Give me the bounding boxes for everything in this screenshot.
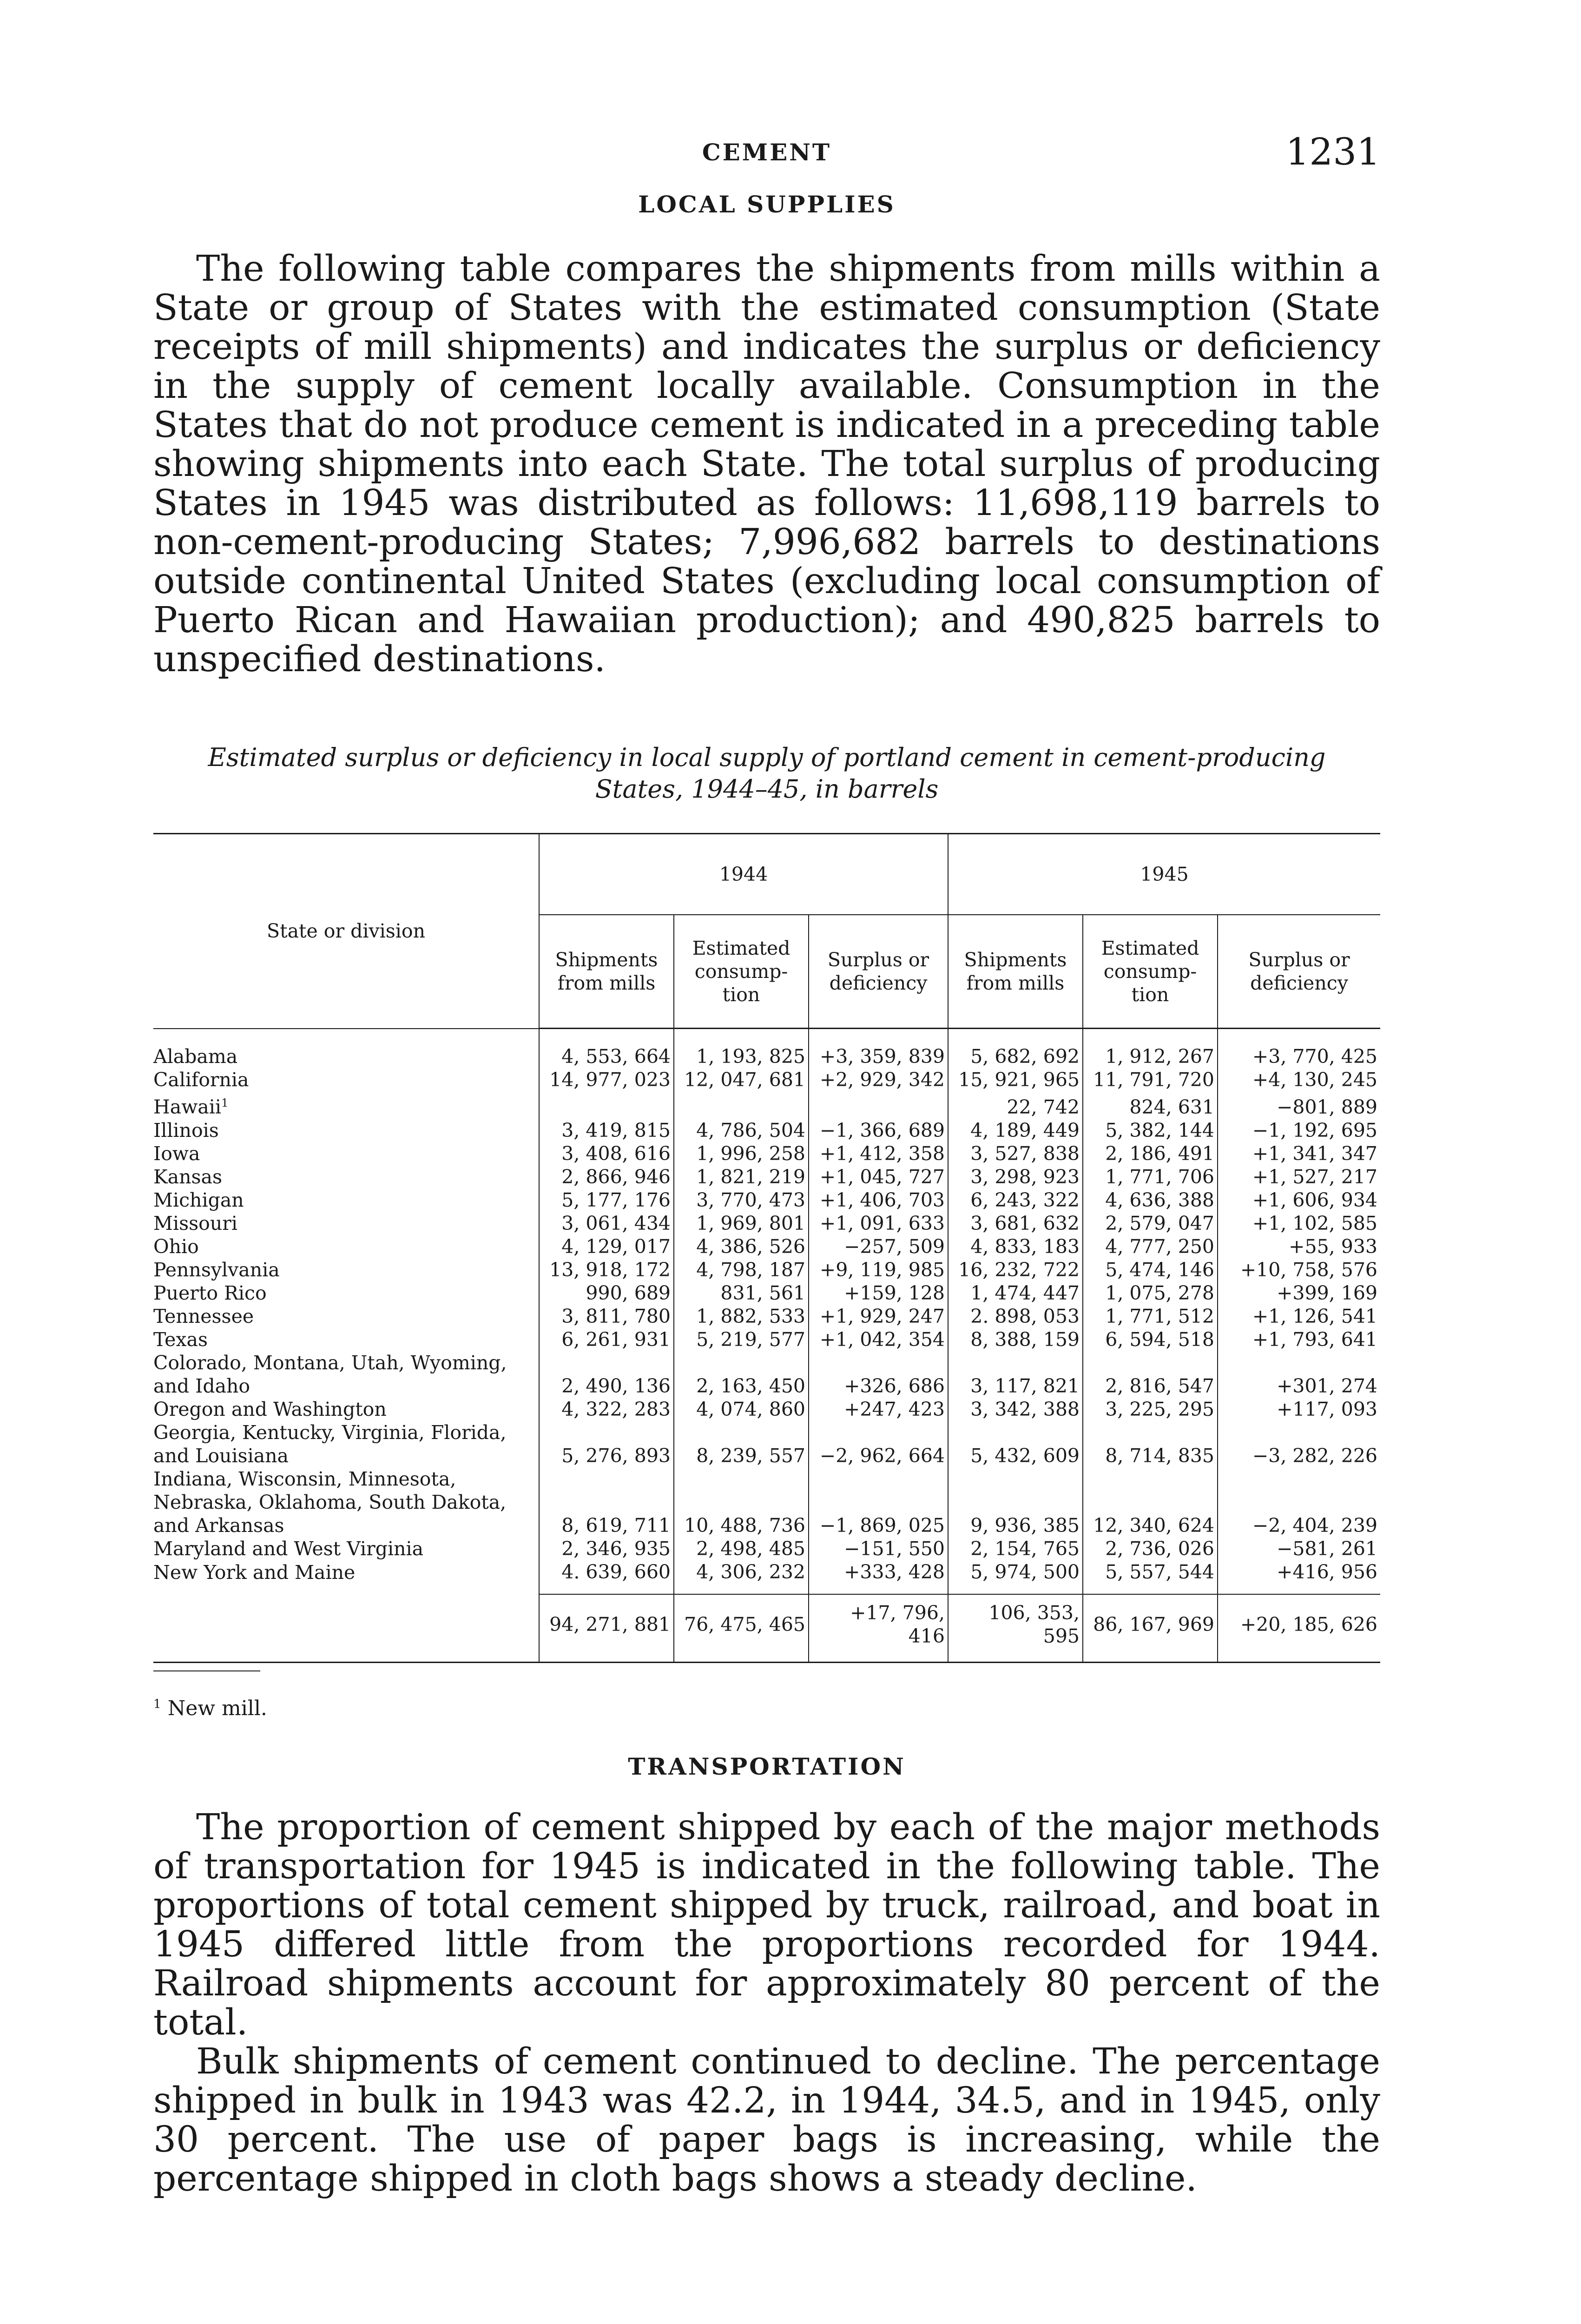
shipments-1945-cell: 3, 117, 821 bbox=[948, 1351, 1083, 1398]
shipments-1944-cell: 3, 811, 780 bbox=[539, 1305, 674, 1328]
consumption-1945-cell: 2, 186, 491 bbox=[1083, 1142, 1218, 1165]
state-name-cell bbox=[153, 1258, 539, 1281]
state-name: New York and Maine bbox=[153, 1561, 356, 1584]
shipments-1945-cell: 4, 833, 183 bbox=[948, 1235, 1083, 1258]
local-supplies-paragraph: The following table compares the shipments from mills within a State or group of States with the estimated consumption (State receipts of mill shipments) and indicates the surplus or deficiency in the supply of cement locally available. Consumption in the States that do not produce cement is indicated in a preceding table showing shipments into each State. The total surplus of producing States in 1945 was distributed as follows: 11,698,119 barrels to non-cement-producing States; 7,996,682 barrels to destinations outside continental United States (excluding local consumption of Puerto Rican and Hawaiian production); and 490,825 barrels to unspecified destinations. bbox=[153, 248, 1380, 680]
state-name: Illinois bbox=[153, 1119, 219, 1142]
shipments-1945-cell: 1, 474, 447 bbox=[948, 1281, 1083, 1305]
shipments-1945-cell: 4, 189, 449 bbox=[948, 1119, 1083, 1142]
table-row bbox=[153, 1142, 1380, 1165]
consumption-1945-cell: 5, 474, 146 bbox=[1083, 1258, 1218, 1281]
shipments-1944-cell: 2, 346, 935 bbox=[539, 1537, 674, 1560]
shipments-1945-cell: 2, 154, 765 bbox=[948, 1537, 1083, 1560]
consumption-1945-cell: 11, 791, 720 bbox=[1083, 1068, 1218, 1091]
state-name-cell bbox=[153, 1421, 539, 1467]
surplus-1945-cell: +117, 093 bbox=[1218, 1398, 1380, 1421]
table-row bbox=[153, 1305, 1380, 1328]
shipments-1944-cell: 3, 419, 815 bbox=[539, 1119, 674, 1142]
shipments-1945-cell: 5, 432, 609 bbox=[948, 1421, 1083, 1467]
state-name: Hawaii bbox=[153, 1096, 221, 1118]
total-consumption-1945: 86, 167, 969 bbox=[1083, 1594, 1218, 1663]
shipments-1944-cell: 13, 918, 172 bbox=[539, 1258, 674, 1281]
shipments-1944-cell: 8, 619, 711 bbox=[539, 1467, 674, 1537]
surplus-1945-cell: +1, 606, 934 bbox=[1218, 1188, 1380, 1212]
surplus-1945-cell: +3, 770, 425 bbox=[1218, 1029, 1380, 1069]
shipments-1945-cell: 3, 681, 632 bbox=[948, 1212, 1083, 1235]
surplus-1944-cell: +159, 128 bbox=[809, 1281, 948, 1305]
consumption-1944-cell: 831, 561 bbox=[674, 1281, 809, 1305]
consumption-1944-cell: 1, 969, 801 bbox=[674, 1212, 809, 1235]
shipments-1944-cell: 2, 866, 946 bbox=[539, 1165, 674, 1188]
year-1944-header: 1944 bbox=[539, 834, 948, 915]
surplus-1944-cell: +3, 359, 839 bbox=[809, 1029, 948, 1069]
table-body bbox=[153, 1029, 1380, 1594]
table-row bbox=[153, 1258, 1380, 1281]
state-name-cell bbox=[153, 1029, 539, 1069]
surplus-1944-cell: +1, 042, 354 bbox=[809, 1328, 948, 1351]
running-head bbox=[153, 130, 1380, 181]
table-row bbox=[153, 1235, 1380, 1258]
surplus-1944-cell: −151, 550 bbox=[809, 1537, 948, 1560]
surplus-1945-cell: −801, 889 bbox=[1218, 1091, 1380, 1119]
state-name-cell bbox=[153, 1165, 539, 1188]
state-column-header: State or division bbox=[153, 834, 539, 1029]
state-name: Alabama bbox=[153, 1045, 238, 1068]
state-name-cell bbox=[153, 1068, 539, 1091]
shipments-1945-cell: 8, 388, 159 bbox=[948, 1328, 1083, 1351]
consumption-1945-cell: 2, 816, 547 bbox=[1083, 1351, 1218, 1398]
table-row bbox=[153, 1467, 1380, 1537]
consumption-1944-cell bbox=[674, 1091, 809, 1119]
table-row bbox=[153, 1398, 1380, 1421]
surplus-1945-cell: +55, 933 bbox=[1218, 1235, 1380, 1258]
section-name: CEMENT bbox=[702, 139, 832, 166]
consumption-1945-cell: 5, 382, 144 bbox=[1083, 1119, 1218, 1142]
state-name: Colorado, Montana, Utah, Wyoming, and Idaho bbox=[153, 1351, 507, 1397]
state-name: California bbox=[153, 1069, 249, 1091]
footnote-marker: 1 bbox=[153, 1697, 161, 1711]
consumption-1945-cell: 6, 594, 518 bbox=[1083, 1328, 1218, 1351]
table-row bbox=[153, 1537, 1380, 1560]
year-1945-header: 1945 bbox=[948, 834, 1380, 915]
table-row bbox=[153, 1029, 1380, 1069]
consumption-1944-cell: 4, 786, 504 bbox=[674, 1119, 809, 1142]
total-consumption-1944: 76, 475, 465 bbox=[674, 1594, 809, 1663]
shipments-1945-cell: 3, 342, 388 bbox=[948, 1398, 1083, 1421]
table-row bbox=[153, 1188, 1380, 1212]
shipments-1944-cell: 3, 061, 434 bbox=[539, 1212, 674, 1235]
surplus-1945-cell: +1, 102, 585 bbox=[1218, 1212, 1380, 1235]
shipments-1945-cell: 3, 298, 923 bbox=[948, 1165, 1083, 1188]
surplus-1945-cell: +1, 126, 541 bbox=[1218, 1305, 1380, 1328]
consumption-1944-cell: 8, 239, 557 bbox=[674, 1421, 809, 1467]
consumption-1945-header: Estimated consump-tion bbox=[1083, 915, 1218, 1029]
total-shipments-1944: 94, 271, 881 bbox=[539, 1594, 674, 1663]
shipments-1944-cell: 6, 261, 931 bbox=[539, 1328, 674, 1351]
surplus-1944-cell: +247, 423 bbox=[809, 1398, 948, 1421]
consumption-1945-cell: 1, 771, 512 bbox=[1083, 1305, 1218, 1328]
consumption-1944-cell: 10, 488, 736 bbox=[674, 1467, 809, 1537]
state-name: Pennsylvania bbox=[153, 1258, 280, 1281]
consumption-1944-cell: 1, 882, 533 bbox=[674, 1305, 809, 1328]
surplus-1945-cell: −3, 282, 226 bbox=[1218, 1421, 1380, 1467]
footnote bbox=[153, 1697, 1380, 1720]
state-name: Ohio bbox=[153, 1235, 199, 1258]
surplus-1944-cell: +333, 428 bbox=[809, 1560, 948, 1594]
shipments-1945-cell: 9, 936, 385 bbox=[948, 1467, 1083, 1537]
transportation-paragraph-2: Bulk shipments of cement continued to decline. The percentage shipped in bulk in 1943 was 42.2, in 1944, 34.5, and in 1945, only 30 percent. The use of paper bags is increasing, while the percentage shipped in cloth bags shows a steady decline. bbox=[153, 2040, 1380, 2199]
table-row bbox=[153, 1351, 1380, 1398]
table-row bbox=[153, 1212, 1380, 1235]
state-name: Puerto Rico bbox=[153, 1281, 267, 1304]
table-row bbox=[153, 1560, 1380, 1594]
consumption-1944-cell: 4, 306, 232 bbox=[674, 1560, 809, 1594]
transportation-heading: TRANSPORTATION bbox=[628, 1752, 906, 1780]
state-name-cell bbox=[153, 1467, 539, 1537]
local-supplies-heading: LOCAL SUPPLIES bbox=[638, 191, 896, 218]
total-surplus-1945: +20, 185, 626 bbox=[1218, 1594, 1380, 1663]
shipments-1945-cell: 6, 243, 322 bbox=[948, 1188, 1083, 1212]
shipments-1945-cell: 2. 898, 053 bbox=[948, 1305, 1083, 1328]
surplus-1945-cell: +4, 130, 245 bbox=[1218, 1068, 1380, 1091]
state-name-cell bbox=[153, 1188, 539, 1212]
state-name: Tennessee bbox=[153, 1305, 254, 1327]
shipments-1945-cell: 22, 742 bbox=[948, 1091, 1083, 1119]
shipments-1945-cell: 16, 232, 722 bbox=[948, 1258, 1083, 1281]
surplus-1944-cell: −257, 509 bbox=[809, 1235, 948, 1258]
consumption-1945-cell: 4, 777, 250 bbox=[1083, 1235, 1218, 1258]
page bbox=[153, 130, 1380, 2199]
surplus-1944-cell: −1, 366, 689 bbox=[809, 1119, 948, 1142]
table-row bbox=[153, 1068, 1380, 1091]
state-name: Michigan bbox=[153, 1188, 244, 1211]
state-name-cell bbox=[153, 1560, 539, 1594]
state-name-cell bbox=[153, 1212, 539, 1235]
state-name-cell bbox=[153, 1351, 539, 1398]
shipments-1944-cell: 3, 408, 616 bbox=[539, 1142, 674, 1165]
surplus-1945-cell: +301, 274 bbox=[1218, 1351, 1380, 1398]
state-name: Georgia, Kentucky, Virginia, Florida, and Louisiana bbox=[153, 1421, 507, 1467]
footnote-rule bbox=[153, 1670, 260, 1671]
surplus-deficiency-table bbox=[153, 833, 1380, 1663]
table-row bbox=[153, 1328, 1380, 1351]
surplus-1944-cell: −1, 869, 025 bbox=[809, 1467, 948, 1537]
shipments-1944-cell bbox=[539, 1091, 674, 1119]
surplus-1945-cell: −581, 261 bbox=[1218, 1537, 1380, 1560]
surplus-1945-cell: −1, 192, 695 bbox=[1218, 1119, 1380, 1142]
total-surplus-1944: +17, 796, 416 bbox=[809, 1594, 948, 1663]
transportation-paragraph-1: The proportion of cement shipped by each of the major methods of transportation for 1945 is indicated in the following table. The proportions of total cement shipped by truck, railroad, and boat in 1945 differed little from the proportions recorded for 1944. Railroad shipments account for approximately 80 percent of the total. bbox=[153, 1806, 1380, 2043]
consumption-1945-cell: 8, 714, 835 bbox=[1083, 1421, 1218, 1467]
consumption-1945-cell: 2, 736, 026 bbox=[1083, 1537, 1218, 1560]
table-row bbox=[153, 1091, 1380, 1119]
shipments-1944-cell: 4, 553, 664 bbox=[539, 1029, 674, 1069]
state-name-cell bbox=[153, 1091, 539, 1119]
shipments-1944-cell: 14, 977, 023 bbox=[539, 1068, 674, 1091]
table-caption: Estimated surplus or deficiency in local supply of portland cement in cement-producing States, 1944–45, in barrels bbox=[208, 743, 1326, 804]
consumption-1944-header: Estimated consump-tion bbox=[674, 915, 809, 1029]
consumption-1944-cell: 4, 798, 187 bbox=[674, 1258, 809, 1281]
state-name-cell bbox=[153, 1328, 539, 1351]
state-name-cell bbox=[153, 1398, 539, 1421]
consumption-1944-cell: 5, 219, 577 bbox=[674, 1328, 809, 1351]
consumption-1944-cell: 2, 163, 450 bbox=[674, 1351, 809, 1398]
shipments-1945-cell: 5, 974, 500 bbox=[948, 1560, 1083, 1594]
surplus-1944-cell: +326, 686 bbox=[809, 1351, 948, 1398]
consumption-1945-cell: 2, 579, 047 bbox=[1083, 1212, 1218, 1235]
totals-row bbox=[153, 1594, 1380, 1663]
surplus-1944-cell: +1, 091, 633 bbox=[809, 1212, 948, 1235]
state-name-cell bbox=[153, 1235, 539, 1258]
shipments-1945-cell: 15, 921, 965 bbox=[948, 1068, 1083, 1091]
surplus-1945-cell: +416, 956 bbox=[1218, 1560, 1380, 1594]
surplus-1945-header: Surplus or deficiency bbox=[1218, 915, 1380, 1029]
shipments-1944-cell: 2, 490, 136 bbox=[539, 1351, 674, 1398]
state-name: Oregon and Washington bbox=[153, 1398, 387, 1420]
consumption-1944-cell: 4, 386, 526 bbox=[674, 1235, 809, 1258]
consumption-1945-cell: 5, 557, 544 bbox=[1083, 1560, 1218, 1594]
table-row bbox=[153, 1421, 1380, 1467]
table-row bbox=[153, 1119, 1380, 1142]
surplus-1944-cell: +1, 045, 727 bbox=[809, 1165, 948, 1188]
shipments-1944-cell: 4, 129, 017 bbox=[539, 1235, 674, 1258]
consumption-1944-cell: 1, 996, 258 bbox=[674, 1142, 809, 1165]
shipments-1945-cell: 5, 682, 692 bbox=[948, 1029, 1083, 1069]
consumption-1945-cell: 1, 771, 706 bbox=[1083, 1165, 1218, 1188]
surplus-1944-cell: +1, 929, 247 bbox=[809, 1305, 948, 1328]
surplus-1944-header: Surplus or deficiency bbox=[809, 915, 948, 1029]
state-name-cell bbox=[153, 1305, 539, 1328]
consumption-1944-cell: 1, 193, 825 bbox=[674, 1029, 809, 1069]
surplus-1944-cell: −2, 962, 664 bbox=[809, 1421, 948, 1467]
shipments-1945-cell: 3, 527, 838 bbox=[948, 1142, 1083, 1165]
state-name: Iowa bbox=[153, 1142, 200, 1165]
surplus-1944-cell: +1, 406, 703 bbox=[809, 1188, 948, 1212]
shipments-1944-cell: 4, 322, 283 bbox=[539, 1398, 674, 1421]
consumption-1945-cell: 4, 636, 388 bbox=[1083, 1188, 1218, 1212]
surplus-1945-cell: +1, 793, 641 bbox=[1218, 1328, 1380, 1351]
surplus-1945-cell: +1, 341, 347 bbox=[1218, 1142, 1380, 1165]
shipments-1944-cell: 4. 639, 660 bbox=[539, 1560, 674, 1594]
surplus-1944-cell bbox=[809, 1091, 948, 1119]
surplus-1945-cell: +1, 527, 217 bbox=[1218, 1165, 1380, 1188]
consumption-1945-cell: 3, 225, 295 bbox=[1083, 1398, 1218, 1421]
page-number: 1231 bbox=[1285, 130, 1380, 173]
shipments-1944-cell: 5, 177, 176 bbox=[539, 1188, 674, 1212]
shipments-1945-header: Shipments from mills bbox=[948, 915, 1083, 1029]
state-name-cell bbox=[153, 1281, 539, 1305]
state-name: Indiana, Wisconsin, Minnesota, Nebraska, Oklahoma, South Dakota, and Arkansas bbox=[153, 1467, 507, 1537]
footnote-text: New mill. bbox=[161, 1696, 267, 1720]
consumption-1945-cell: 1, 075, 278 bbox=[1083, 1281, 1218, 1305]
state-name: Missouri bbox=[153, 1212, 237, 1235]
footnote-reference: 1 bbox=[221, 1096, 229, 1109]
state-name: Maryland and West Virginia bbox=[153, 1537, 424, 1560]
surplus-1944-cell: +1, 412, 358 bbox=[809, 1142, 948, 1165]
consumption-1944-cell: 12, 047, 681 bbox=[674, 1068, 809, 1091]
surplus-1945-cell: −2, 404, 239 bbox=[1218, 1467, 1380, 1537]
shipments-1944-cell: 990, 689 bbox=[539, 1281, 674, 1305]
consumption-1944-cell: 4, 074, 860 bbox=[674, 1398, 809, 1421]
shipments-1944-cell: 5, 276, 893 bbox=[539, 1421, 674, 1467]
state-name: Kansas bbox=[153, 1165, 223, 1188]
surplus-1944-cell: +2, 929, 342 bbox=[809, 1068, 948, 1091]
total-shipments-1945: 106, 353, 595 bbox=[948, 1594, 1083, 1663]
table-row bbox=[153, 1165, 1380, 1188]
consumption-1944-cell: 1, 821, 219 bbox=[674, 1165, 809, 1188]
consumption-1944-cell: 3, 770, 473 bbox=[674, 1188, 809, 1212]
consumption-1945-cell: 1, 912, 267 bbox=[1083, 1029, 1218, 1069]
totals-label-cell bbox=[153, 1594, 539, 1663]
surplus-1945-cell: +10, 758, 576 bbox=[1218, 1258, 1380, 1281]
surplus-1945-cell: +399, 169 bbox=[1218, 1281, 1380, 1305]
surplus-1944-cell: +9, 119, 985 bbox=[809, 1258, 948, 1281]
state-name: Texas bbox=[153, 1328, 208, 1351]
consumption-1945-cell: 824, 631 bbox=[1083, 1091, 1218, 1119]
state-name-cell bbox=[153, 1119, 539, 1142]
shipments-1944-header: Shipments from mills bbox=[539, 915, 674, 1029]
state-name-cell bbox=[153, 1537, 539, 1560]
consumption-1944-cell: 2, 498, 485 bbox=[674, 1537, 809, 1560]
table-row bbox=[153, 1281, 1380, 1305]
state-name-cell bbox=[153, 1142, 539, 1165]
consumption-1945-cell: 12, 340, 624 bbox=[1083, 1467, 1218, 1537]
